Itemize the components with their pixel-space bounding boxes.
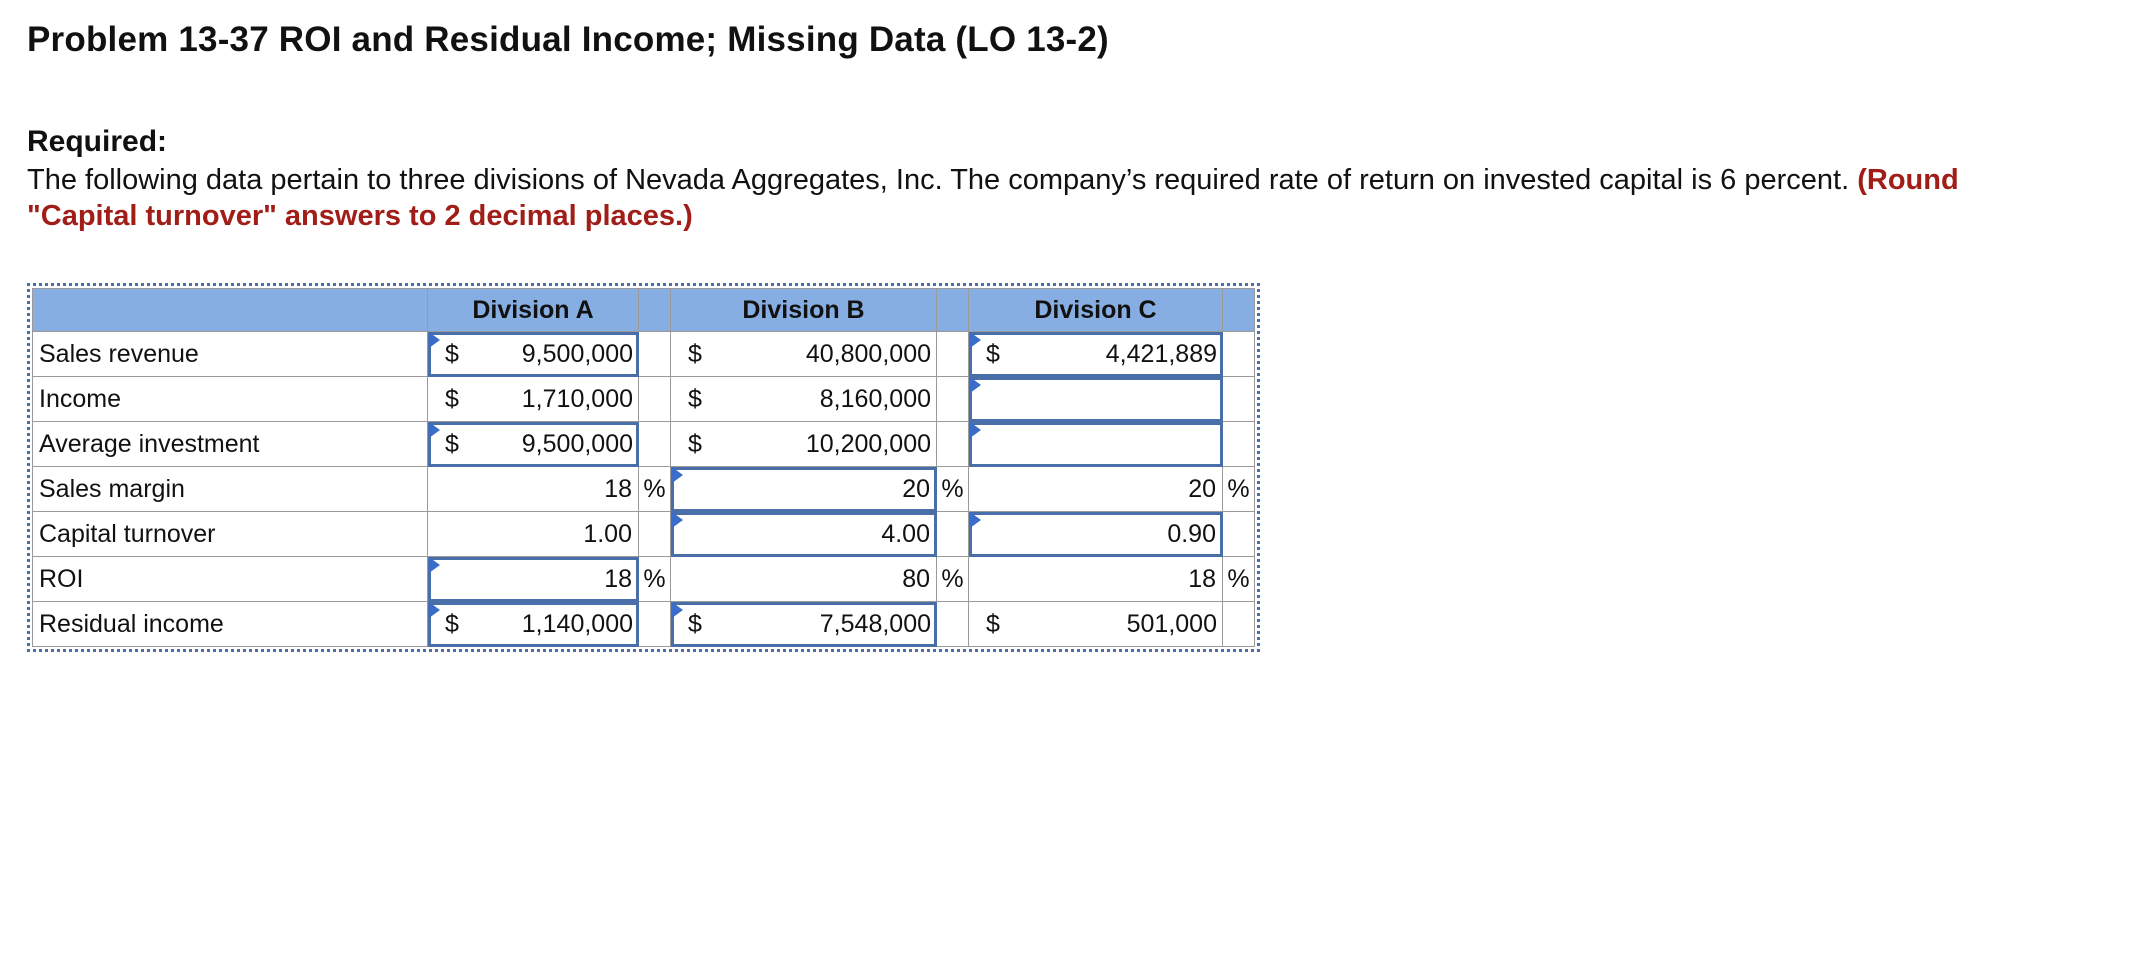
page-title: Problem 13-37 ROI and Residual Income; Missing Data (LO 13-2) — [27, 20, 1109, 59]
header-row — [33, 289, 1255, 332]
row-label-capital-turnover: Capital turnover — [33, 512, 428, 557]
instructions-text — [27, 162, 1987, 234]
header-division-c: Division C — [969, 289, 1223, 332]
average-investment-c-input[interactable] — [969, 422, 1223, 467]
currency-sign: $ — [688, 609, 702, 638]
percent-sign: % — [1223, 557, 1255, 602]
sales-revenue-a-value: 9,500,000 — [521, 339, 633, 368]
spacer-cell — [1223, 377, 1255, 422]
table-row-sales-margin — [33, 467, 1255, 512]
currency-sign: $ — [688, 384, 702, 413]
residual-income-b-value: 7,548,000 — [819, 609, 931, 638]
spacer-cell — [1223, 422, 1255, 467]
percent-sign: % — [937, 467, 969, 512]
sales-revenue-c-input[interactable] — [969, 332, 1223, 377]
currency-sign: $ — [445, 384, 459, 413]
capital-turnover-c-input[interactable] — [969, 512, 1223, 557]
header-spacer-c — [1223, 289, 1255, 332]
percent-sign: % — [1223, 467, 1255, 512]
currency-sign: $ — [986, 339, 1000, 368]
division-data-table — [32, 288, 1255, 647]
table-row-average-investment — [33, 422, 1255, 467]
table-row-roi — [33, 557, 1255, 602]
income-a-cell — [428, 377, 639, 422]
capital-turnover-c-value: 0.90 — [1167, 519, 1216, 548]
data-table-container — [27, 283, 1260, 652]
residual-income-a-input[interactable] — [428, 602, 639, 647]
sales-revenue-c-value: 4,421,889 — [1105, 339, 1217, 368]
rounding-instruction: (Round "Capital turnover" answers to 2 decimal places.) — [27, 164, 1959, 232]
sales-margin-b-value: 20 — [902, 474, 930, 503]
average-investment-b-cell — [671, 422, 937, 467]
average-investment-a-value: 9,500,000 — [521, 429, 633, 458]
header-spacer-a — [639, 289, 671, 332]
percent-sign: % — [937, 557, 969, 602]
spacer-cell — [937, 602, 969, 647]
currency-sign: $ — [445, 339, 459, 368]
average-investment-b-value: 10,200,000 — [805, 429, 931, 458]
table-row-capital-turnover — [33, 512, 1255, 557]
residual-income-b-input[interactable] — [671, 602, 937, 647]
income-a-value: 1,710,000 — [521, 384, 633, 413]
roi-a-input[interactable] — [428, 557, 639, 602]
spacer-cell — [1223, 602, 1255, 647]
row-label-sales-revenue: Sales revenue — [33, 332, 428, 377]
sales-revenue-b-cell — [671, 332, 937, 377]
roi-a-value: 18 — [604, 564, 632, 593]
spacer-cell — [937, 332, 969, 377]
currency-sign: $ — [688, 429, 702, 458]
required-label: Required: — [27, 125, 168, 158]
sales-revenue-b-value: 40,800,000 — [805, 339, 931, 368]
row-label-average-investment: Average investment — [33, 422, 428, 467]
residual-income-c-value: 501,000 — [1126, 609, 1217, 638]
spacer-cell — [1223, 332, 1255, 377]
header-division-b: Division B — [671, 289, 937, 332]
capital-turnover-a-value: 1.00 — [428, 512, 639, 557]
currency-sign: $ — [445, 429, 459, 458]
currency-sign: $ — [445, 609, 459, 638]
row-label-income: Income — [33, 377, 428, 422]
income-b-cell — [671, 377, 937, 422]
sales-margin-b-input[interactable] — [671, 467, 937, 512]
percent-sign: % — [639, 467, 671, 512]
spacer-cell — [639, 332, 671, 377]
instructions-body: The following data pertain to three divisions of Nevada Aggregates, Inc. The company’s required rate of return on invested capital is 6 percent. — [27, 164, 1850, 196]
roi-c-value: 18 — [969, 557, 1223, 602]
capital-turnover-b-value: 4.00 — [881, 519, 930, 548]
spacer-cell — [937, 422, 969, 467]
spacer-cell — [639, 422, 671, 467]
row-label-roi: ROI — [33, 557, 428, 602]
spacer-cell — [639, 512, 671, 557]
residual-income-a-value: 1,140,000 — [521, 609, 633, 638]
roi-b-value: 80 — [671, 557, 937, 602]
average-investment-a-input[interactable] — [428, 422, 639, 467]
currency-sign: $ — [688, 339, 702, 368]
header-blank — [33, 289, 428, 332]
sales-margin-a-value: 18 — [428, 467, 639, 512]
table-row-income — [33, 377, 1255, 422]
spacer-cell — [639, 602, 671, 647]
residual-income-c-cell — [969, 602, 1223, 647]
spacer-cell — [639, 377, 671, 422]
sales-margin-c-value: 20 — [969, 467, 1223, 512]
spacer-cell — [937, 512, 969, 557]
table-row-residual-income — [33, 602, 1255, 647]
table-row-sales-revenue — [33, 332, 1255, 377]
income-b-value: 8,160,000 — [819, 384, 931, 413]
spacer-cell — [1223, 512, 1255, 557]
spacer-cell — [937, 377, 969, 422]
sales-revenue-a-input[interactable] — [428, 332, 639, 377]
capital-turnover-b-input[interactable] — [671, 512, 937, 557]
income-c-input[interactable] — [969, 377, 1223, 422]
row-label-residual-income: Residual income — [33, 602, 428, 647]
header-division-a: Division A — [428, 289, 639, 332]
row-label-sales-margin: Sales margin — [33, 467, 428, 512]
percent-sign: % — [639, 557, 671, 602]
currency-sign: $ — [986, 609, 1000, 638]
header-spacer-b — [937, 289, 969, 332]
